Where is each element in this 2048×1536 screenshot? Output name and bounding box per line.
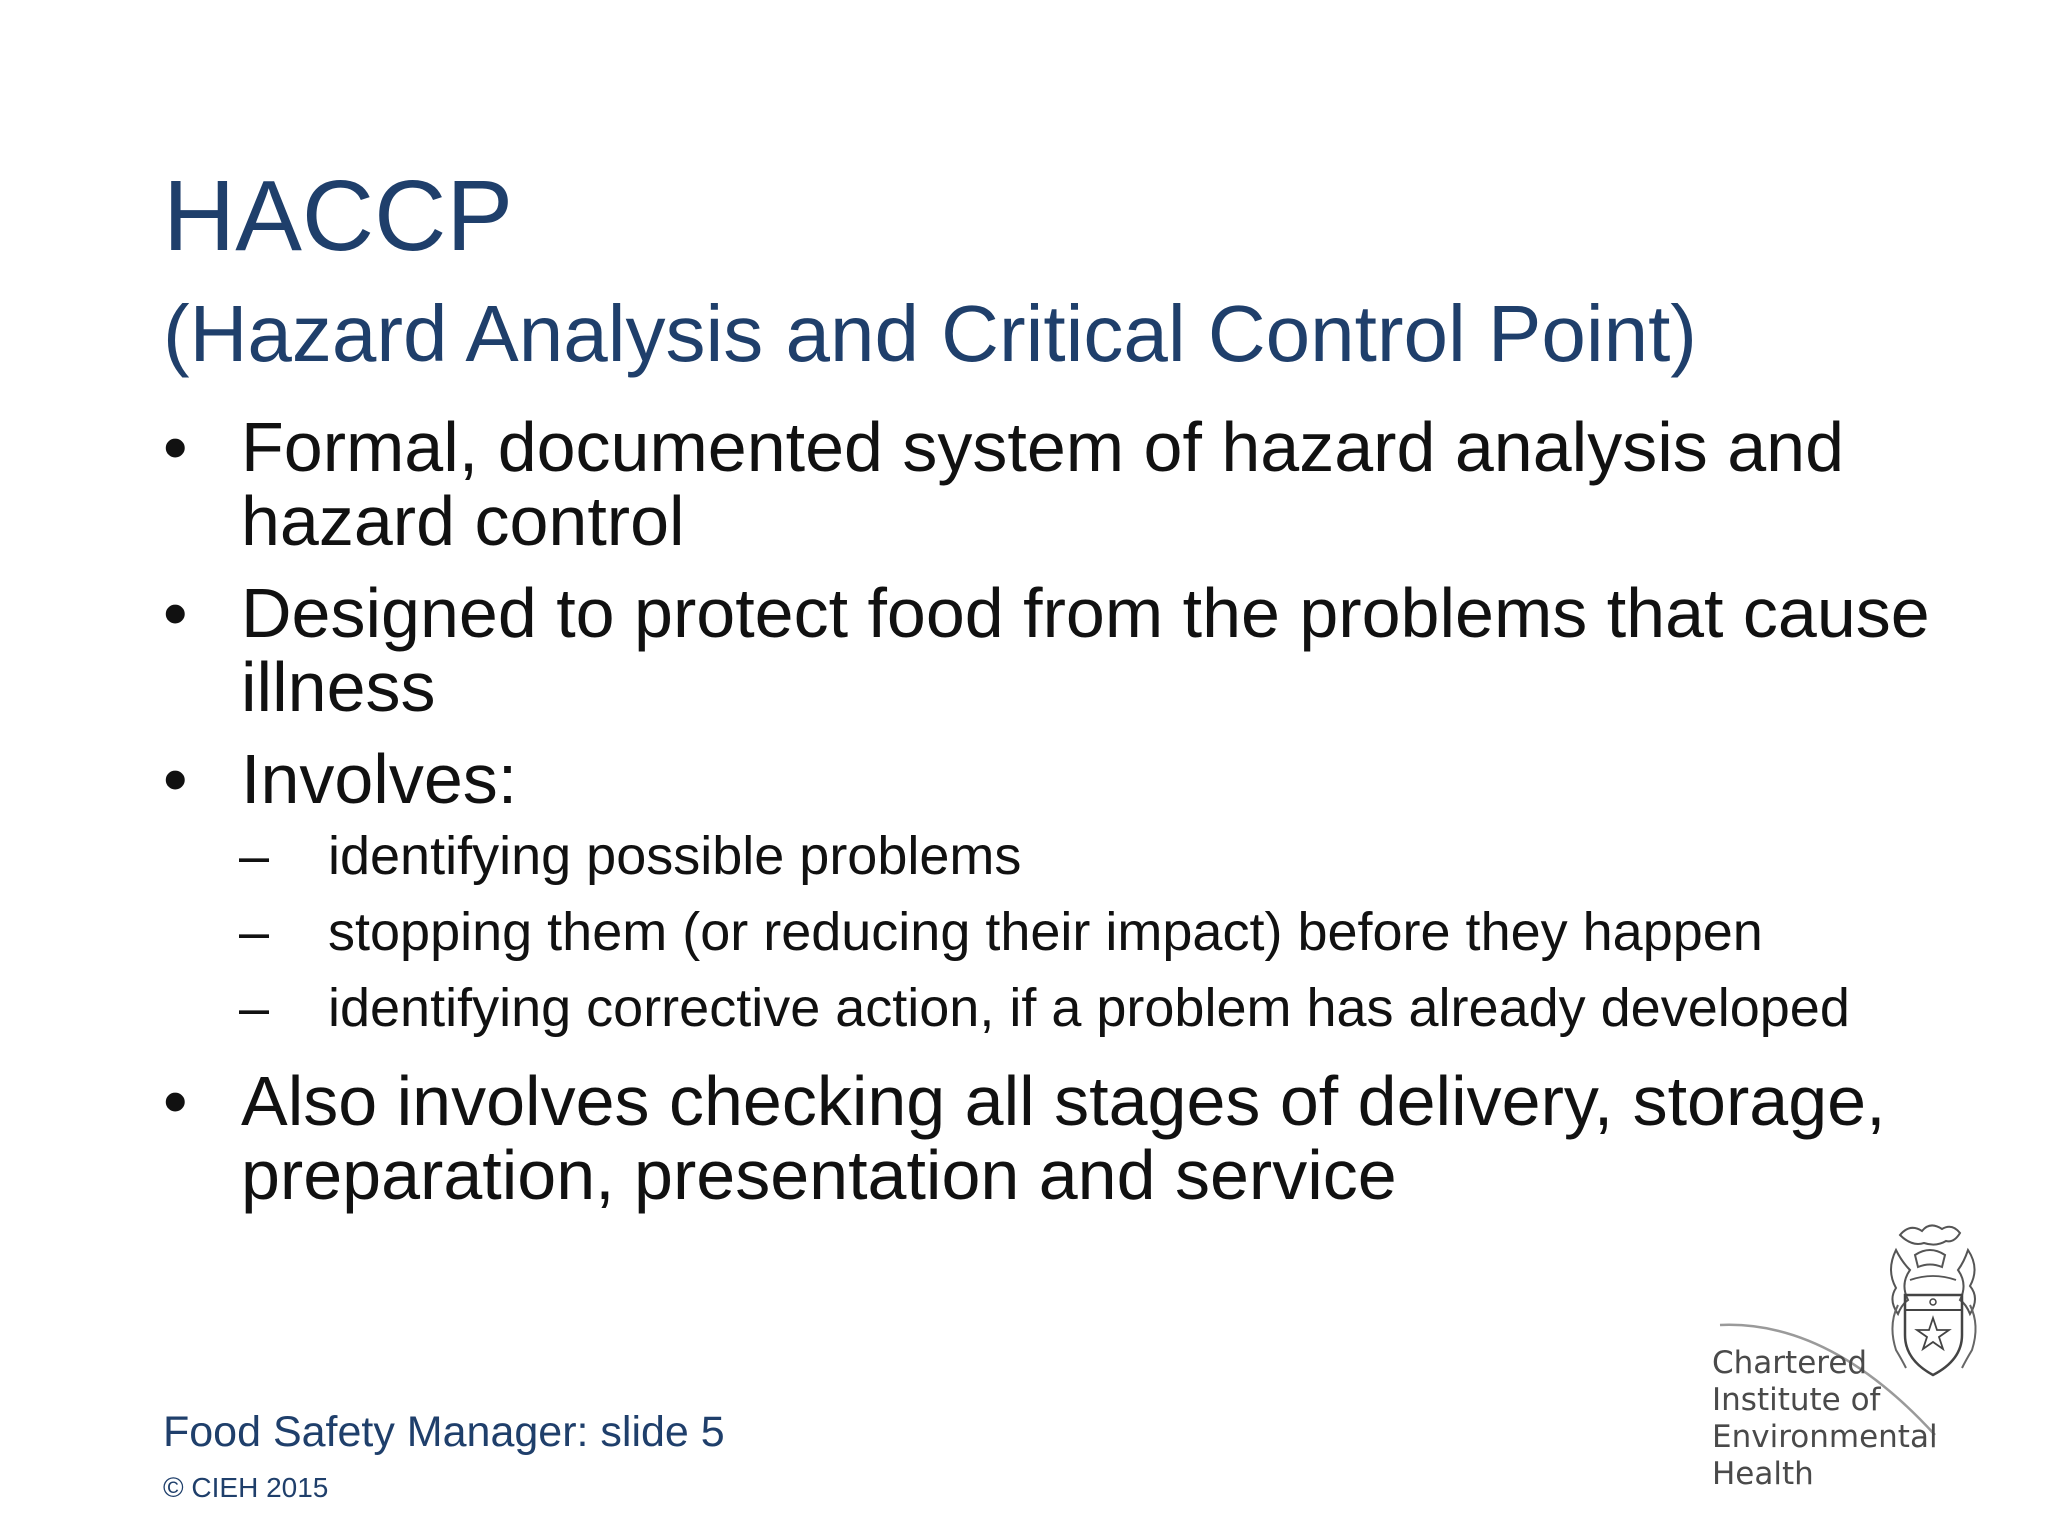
logo-line: Environmental (1712, 1419, 1938, 1455)
bullet-text: Involves: (241, 740, 518, 818)
sub-bullet-text: identifying possible problems (328, 826, 1022, 886)
logo-text (1712, 1345, 1938, 1493)
logo-line: Institute of (1712, 1382, 1881, 1418)
bullet-text: Also involves checking all stages of delivery, storage, preparation, presentation and service (241, 1062, 1886, 1214)
logo-line: Chartered (1712, 1345, 1868, 1381)
bullet-item (163, 742, 1963, 1046)
dash-icon: – (239, 978, 270, 1038)
footer-title: Food Safety Manager: slide 5 (163, 1408, 725, 1456)
sub-bullet-text: identifying corrective action, if a problem has already developed (328, 978, 1850, 1038)
bullet-text: Formal, documented system of hazard analysis and hazard control (241, 408, 1844, 560)
bullet-item (163, 576, 1963, 724)
slide-subtitle: (Hazard Analysis and Critical Control Point) (163, 289, 1697, 378)
bullet-text: Designed to protect food from the problems that cause illness (241, 574, 1930, 726)
bullet-icon: • (163, 408, 188, 486)
footer-copyright: © CIEH 2015 (163, 1472, 329, 1503)
bullet-icon: • (163, 1062, 188, 1140)
sub-bullet-text: stopping them (or reducing their impact) before they happen (328, 902, 1763, 962)
sub-bullet-list (241, 818, 1963, 1046)
sub-bullet-item (239, 894, 1963, 970)
sub-bullet-item (239, 818, 1963, 894)
dash-icon: – (239, 826, 270, 886)
bullet-list (163, 410, 1963, 1230)
bullet-item (163, 410, 1963, 558)
logo-line: Health (1712, 1456, 1814, 1492)
dash-icon: – (239, 902, 270, 962)
slide-title: HACCP (163, 160, 514, 272)
bullet-icon: • (163, 740, 188, 818)
bullet-item (163, 1064, 1963, 1212)
sub-bullet-item (239, 970, 1963, 1046)
bullet-icon: • (163, 574, 188, 652)
